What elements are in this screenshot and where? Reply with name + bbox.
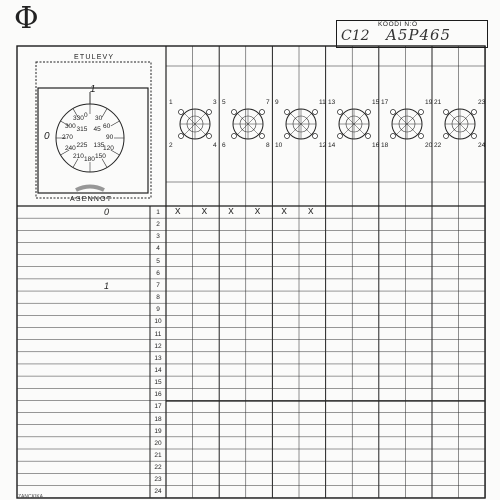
switch-block <box>387 104 427 144</box>
position-label-0: 0 <box>104 207 110 217</box>
terminal-number: 17 <box>381 99 389 106</box>
switch-block <box>281 104 321 144</box>
terminal-number: 21 <box>434 99 442 106</box>
footer-text: ZANCKIKA <box>18 494 44 500</box>
row-number: 19 <box>154 427 162 435</box>
code-label: KOODI N:O <box>378 21 418 28</box>
terminal-number: 7 <box>266 99 270 106</box>
terminal-number: 23 <box>478 99 486 106</box>
row-number: 17 <box>154 403 162 411</box>
dial-angle-label: 0 <box>84 112 88 119</box>
terminal-number: 1 <box>169 99 173 106</box>
row-number: 9 <box>156 306 160 314</box>
company-logo: Φ <box>14 1 39 36</box>
dial-angle-label: 240 <box>64 145 76 152</box>
row-number: 22 <box>154 464 162 472</box>
dial-angle-label: 330 <box>73 114 84 122</box>
terminal-number: 20 <box>425 142 433 149</box>
terminal-number: 3 <box>213 99 217 106</box>
contact-mark: x <box>175 205 181 217</box>
terminal-number: 8 <box>266 142 270 149</box>
dial-angle-label: 300 <box>64 123 76 130</box>
switch-symbol <box>175 104 215 144</box>
row-number: 4 <box>156 245 160 253</box>
row-number: 10 <box>154 318 162 326</box>
row-number: 21 <box>154 452 162 459</box>
dial-angle-label: 30 <box>95 114 103 122</box>
row-number: 23 <box>154 476 162 484</box>
row-number: 6 <box>156 269 160 277</box>
row-number: 7 <box>156 281 160 289</box>
terminal-number: 13 <box>328 99 336 106</box>
pointer-label: 1 <box>90 84 96 95</box>
row-number: 2 <box>156 221 160 229</box>
row-number: 15 <box>154 379 162 387</box>
code-value: A5P465 <box>386 26 452 44</box>
terminal-number: 12 <box>319 142 327 149</box>
dial-angle-label: 180 <box>84 156 95 163</box>
etulevy-label: ETULEVY <box>74 54 115 61</box>
row-number: 24 <box>154 488 162 496</box>
terminal-number: 5 <box>222 99 226 106</box>
dial-angle-label: 120 <box>103 145 114 152</box>
dial-angle-label: 150 <box>95 153 106 161</box>
terminal-number: 16 <box>372 142 380 149</box>
dial-inner-label: 135 <box>93 142 105 150</box>
switch-symbol <box>440 104 480 144</box>
switch-block <box>334 104 374 144</box>
asennot-label: ASENNOT <box>70 196 113 203</box>
contact-mark: x <box>254 205 261 217</box>
row-number: 12 <box>154 342 162 350</box>
contact-mark: x <box>281 205 287 217</box>
contact-mark: x <box>201 205 208 217</box>
row-number: 18 <box>154 415 162 423</box>
row-number: 16 <box>154 391 162 399</box>
row-number: 5 <box>156 257 160 265</box>
switch-symbol <box>334 104 374 144</box>
row-number: 8 <box>156 294 160 302</box>
terminal-number: 15 <box>372 99 380 106</box>
terminal-number: 9 <box>275 99 279 106</box>
row-number: 1 <box>156 209 160 216</box>
row-number: 20 <box>154 439 162 447</box>
terminal-number: 19 <box>425 99 433 106</box>
dial-inner-label: 225 <box>76 142 88 150</box>
terminal-number: 22 <box>434 142 442 149</box>
contact-mark: x <box>308 205 314 217</box>
zero-position-label: 0 <box>44 131 50 142</box>
dial-angle-label: 210 <box>73 153 84 161</box>
terminal-number: 6 <box>222 142 226 149</box>
terminal-number: 4 <box>213 142 217 149</box>
terminal-number: 24 <box>478 142 486 149</box>
contact-mark: x <box>228 205 234 217</box>
switch-block <box>440 104 480 144</box>
row-number: 11 <box>154 330 162 338</box>
row-number: 3 <box>156 233 160 241</box>
terminal-number: 11 <box>319 99 326 106</box>
row-number: 13 <box>154 354 162 362</box>
dial-angle-label: 60 <box>103 123 111 130</box>
code-prefix: C12 <box>341 28 370 44</box>
terminal-number: 14 <box>328 142 336 149</box>
switch-symbol <box>387 104 427 144</box>
position-label-1: 1 <box>104 281 110 291</box>
switch-symbol <box>228 104 268 144</box>
dial-angle-label: 90 <box>106 134 114 141</box>
terminal-number: 18 <box>381 142 389 149</box>
switch-block <box>175 104 215 144</box>
dial-angle-label: 270 <box>62 134 73 141</box>
row-number: 14 <box>154 366 162 374</box>
switch-symbol <box>281 104 321 144</box>
dial-inner-label: 315 <box>76 125 88 133</box>
switch-block <box>228 104 268 144</box>
dial-inner-label: 45 <box>93 125 101 133</box>
terminal-number: 10 <box>275 142 283 149</box>
terminal-number: 2 <box>169 142 173 149</box>
